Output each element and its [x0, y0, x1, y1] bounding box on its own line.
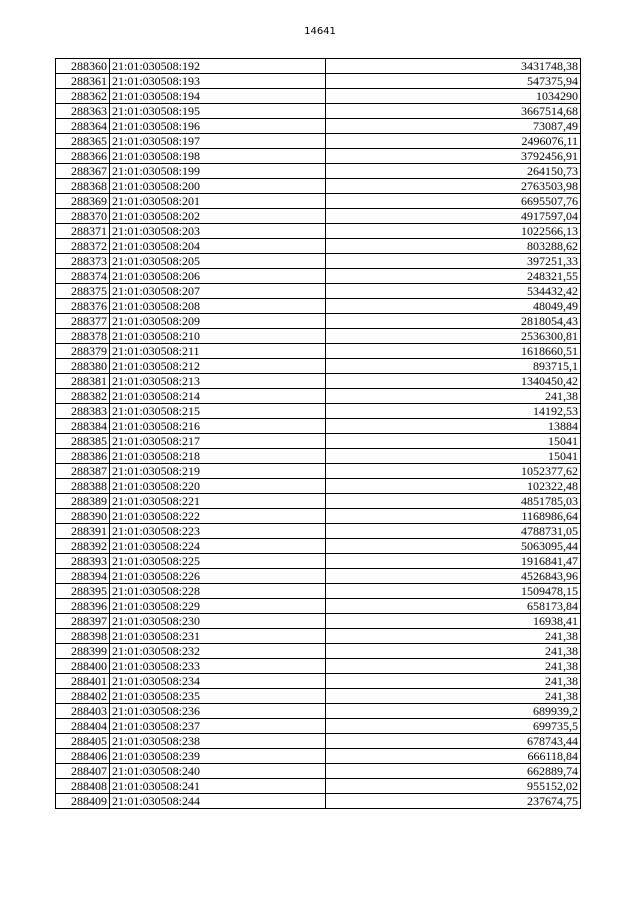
cadastral-value-cell: 4526843,96: [326, 569, 581, 584]
cadastral-number-cell: 21:01:030508:222: [110, 509, 326, 524]
row-number-cell: 288385: [56, 434, 110, 449]
table-row: [56, 329, 581, 344]
cadastral-number-cell: 21:01:030508:203: [110, 224, 326, 239]
cadastral-value-cell: 6695507,76: [326, 194, 581, 209]
cadastral-value-cell: 3792456,91: [326, 149, 581, 164]
row-number-cell: 288376: [56, 299, 110, 314]
cadastral-value-cell: 2536300,81: [326, 329, 581, 344]
table-row: [56, 569, 581, 584]
cadastral-number-cell: 21:01:030508:207: [110, 284, 326, 299]
cadastral-value-cell: 16938,41: [326, 614, 581, 629]
cadastral-value-cell: 237674,75: [326, 794, 581, 809]
cadastral-value-cell: 1168986,64: [326, 509, 581, 524]
table-row: [56, 419, 581, 434]
row-number-cell: 288375: [56, 284, 110, 299]
cadastral-value-cell: 662889,74: [326, 764, 581, 779]
row-number-cell: 288377: [56, 314, 110, 329]
table-row: [56, 554, 581, 569]
cadastral-value-cell: 1022566,13: [326, 224, 581, 239]
cadastral-value-cell: 4788731,05: [326, 524, 581, 539]
cadastral-value-cell: 14192,53: [326, 404, 581, 419]
cadastral-number-cell: 21:01:030508:233: [110, 659, 326, 674]
table-row: [56, 509, 581, 524]
row-number-cell: 288383: [56, 404, 110, 419]
cadastral-value-cell: 248321,55: [326, 269, 581, 284]
cadastral-value-cell: 3431748,38: [326, 59, 581, 74]
table-row: [56, 119, 581, 134]
cadastral-number-cell: 21:01:030508:244: [110, 794, 326, 809]
row-number-cell: 288393: [56, 554, 110, 569]
cadastral-number-cell: 21:01:030508:212: [110, 359, 326, 374]
row-number-cell: 288401: [56, 674, 110, 689]
cadastral-value-cell: 241,38: [326, 674, 581, 689]
cadastral-number-cell: 21:01:030508:196: [110, 119, 326, 134]
row-number-cell: 288398: [56, 629, 110, 644]
cadastral-number-cell: 21:01:030508:220: [110, 479, 326, 494]
cadastral-value-cell: 1340450,42: [326, 374, 581, 389]
table-row: [56, 299, 581, 314]
cadastral-value-cell: 547375,94: [326, 74, 581, 89]
cadastral-value-cell: 1034290: [326, 89, 581, 104]
cadastral-number-cell: 21:01:030508:211: [110, 344, 326, 359]
cadastral-number-cell: 21:01:030508:213: [110, 374, 326, 389]
cadastral-value-cell: 666118,84: [326, 749, 581, 764]
row-number-cell: 288394: [56, 569, 110, 584]
cadastral-number-cell: 21:01:030508:235: [110, 689, 326, 704]
table-row: [56, 149, 581, 164]
cadastral-number-cell: 21:01:030508:210: [110, 329, 326, 344]
cadastral-value-cell: 102322,48: [326, 479, 581, 494]
cadastral-number-cell: 21:01:030508:226: [110, 569, 326, 584]
row-number-cell: 288402: [56, 689, 110, 704]
table-row: [56, 689, 581, 704]
row-number-cell: 288388: [56, 479, 110, 494]
cadastral-number-cell: 21:01:030508:195: [110, 104, 326, 119]
cadastral-number-cell: 21:01:030508:206: [110, 269, 326, 284]
cadastral-value-cell: 955152,02: [326, 779, 581, 794]
cadastral-number-cell: 21:01:030508:205: [110, 254, 326, 269]
row-number-cell: 288362: [56, 89, 110, 104]
cadastral-number-cell: 21:01:030508:234: [110, 674, 326, 689]
row-number-cell: 288363: [56, 104, 110, 119]
row-number-cell: 288364: [56, 119, 110, 134]
table-row: [56, 629, 581, 644]
cadastral-value-cell: 3667514,68: [326, 104, 581, 119]
row-number-cell: 288391: [56, 524, 110, 539]
table-row: [56, 104, 581, 119]
table-row: [56, 284, 581, 299]
table-row: [56, 764, 581, 779]
table-row: [56, 479, 581, 494]
cadastral-number-cell: 21:01:030508:238: [110, 734, 326, 749]
row-number-cell: 288360: [56, 59, 110, 74]
cadastral-value-cell: 699735,5: [326, 719, 581, 734]
cadastral-number-cell: 21:01:030508:224: [110, 539, 326, 554]
row-number-cell: 288389: [56, 494, 110, 509]
row-number-cell: 288366: [56, 149, 110, 164]
row-number-cell: 288384: [56, 419, 110, 434]
cadastral-number-cell: 21:01:030508:209: [110, 314, 326, 329]
row-number-cell: 288404: [56, 719, 110, 734]
table-row: [56, 779, 581, 794]
cadastral-value-cell: 1052377,62: [326, 464, 581, 479]
row-number-cell: 288407: [56, 764, 110, 779]
cadastral-value-cell: 689939,2: [326, 704, 581, 719]
row-number-cell: 288399: [56, 644, 110, 659]
cadastral-value-cell: 241,38: [326, 644, 581, 659]
table-row: [56, 179, 581, 194]
row-number-cell: 288379: [56, 344, 110, 359]
cadastral-value-cell: 4917597,04: [326, 209, 581, 224]
cadastral-value-cell: 73087,49: [326, 119, 581, 134]
cadastral-value-cell: 1618660,51: [326, 344, 581, 359]
cadastral-value-cell: 2496076,11: [326, 134, 581, 149]
table-row: [56, 404, 581, 419]
cadastral-number-cell: 21:01:030508:223: [110, 524, 326, 539]
cadastral-number-cell: 21:01:030508:239: [110, 749, 326, 764]
table-row: [56, 254, 581, 269]
row-number-cell: 288405: [56, 734, 110, 749]
cadastral-number-cell: 21:01:030508:215: [110, 404, 326, 419]
cadastral-number-cell: 21:01:030508:214: [110, 389, 326, 404]
row-number-cell: 288367: [56, 164, 110, 179]
cadastral-value-cell: 15041: [326, 434, 581, 449]
row-number-cell: 288406: [56, 749, 110, 764]
cadastral-number-cell: 21:01:030508:236: [110, 704, 326, 719]
table-row: [56, 614, 581, 629]
cadastral-number-cell: 21:01:030508:231: [110, 629, 326, 644]
cadastral-number-cell: 21:01:030508:219: [110, 464, 326, 479]
table-row: [56, 794, 581, 809]
row-number-cell: 288365: [56, 134, 110, 149]
cadastral-value-cell: 5063095,44: [326, 539, 581, 554]
cadastral-number-cell: 21:01:030508:199: [110, 164, 326, 179]
cadastral-value-cell: 15041: [326, 449, 581, 464]
table-row: [56, 344, 581, 359]
table-row: [56, 464, 581, 479]
table-row: [56, 89, 581, 104]
cadastral-number-cell: 21:01:030508:225: [110, 554, 326, 569]
table-row: [56, 449, 581, 464]
cadastral-number-cell: 21:01:030508:217: [110, 434, 326, 449]
table-row: [56, 134, 581, 149]
table-row: [56, 434, 581, 449]
cadastral-number-cell: 21:01:030508:229: [110, 599, 326, 614]
table-row: [56, 644, 581, 659]
table-row: [56, 704, 581, 719]
cadastral-value-cell: 48049,49: [326, 299, 581, 314]
cadastral-value-cell: 264150,73: [326, 164, 581, 179]
cadastral-number-cell: 21:01:030508:232: [110, 644, 326, 659]
cadastral-number-cell: 21:01:030508:241: [110, 779, 326, 794]
cadastral-number-cell: 21:01:030508:201: [110, 194, 326, 209]
cadastral-value-cell: 658173,84: [326, 599, 581, 614]
table-row: [56, 584, 581, 599]
table-row: [56, 239, 581, 254]
table-row: [56, 194, 581, 209]
row-number-cell: 288369: [56, 194, 110, 209]
table-row: [56, 659, 581, 674]
row-number-cell: 288372: [56, 239, 110, 254]
cadastral-value-cell: 13884: [326, 419, 581, 434]
table-row: [56, 524, 581, 539]
table-row: [56, 209, 581, 224]
table-row: [56, 74, 581, 89]
table-row: [56, 599, 581, 614]
table-row: [56, 359, 581, 374]
row-number-cell: 288374: [56, 269, 110, 284]
cadastral-number-cell: 21:01:030508:216: [110, 419, 326, 434]
table-row: [56, 734, 581, 749]
row-number-cell: 288395: [56, 584, 110, 599]
row-number-cell: 288409: [56, 794, 110, 809]
cadastral-value-cell: 1916841,47: [326, 554, 581, 569]
cadastral-number-cell: 21:01:030508:218: [110, 449, 326, 464]
table-row: [56, 269, 581, 284]
row-number-cell: 288371: [56, 224, 110, 239]
row-number-cell: 288378: [56, 329, 110, 344]
row-number-cell: 288381: [56, 374, 110, 389]
table-row: [56, 719, 581, 734]
row-number-cell: 288390: [56, 509, 110, 524]
cadastral-number-cell: 21:01:030508:204: [110, 239, 326, 254]
cadastral-number-cell: 21:01:030508:221: [110, 494, 326, 509]
table-body: [56, 59, 581, 809]
row-number-cell: 288382: [56, 389, 110, 404]
cadastral-number-cell: 21:01:030508:192: [110, 59, 326, 74]
cadastral-value-cell: 241,38: [326, 629, 581, 644]
row-number-cell: 288387: [56, 464, 110, 479]
row-number-cell: 288408: [56, 779, 110, 794]
row-number-cell: 288397: [56, 614, 110, 629]
cadastral-number-cell: 21:01:030508:237: [110, 719, 326, 734]
cadastral-number-cell: 21:01:030508:228: [110, 584, 326, 599]
table-row: [56, 674, 581, 689]
row-number-cell: 288373: [56, 254, 110, 269]
cadastral-value-cell: 241,38: [326, 659, 581, 674]
row-number-cell: 288380: [56, 359, 110, 374]
page-number: 14641: [304, 26, 336, 37]
cadastral-number-cell: 21:01:030508:230: [110, 614, 326, 629]
table-row: [56, 374, 581, 389]
cadastral-number-cell: 21:01:030508:240: [110, 764, 326, 779]
cadastral-value-cell: 4851785,03: [326, 494, 581, 509]
row-number-cell: 288370: [56, 209, 110, 224]
table-row: [56, 314, 581, 329]
cadastral-value-cell: 241,38: [326, 389, 581, 404]
row-number-cell: 288392: [56, 539, 110, 554]
row-number-cell: 288386: [56, 449, 110, 464]
cadastral-number-cell: 21:01:030508:194: [110, 89, 326, 104]
cadastral-value-cell: 678743,44: [326, 734, 581, 749]
row-number-cell: 288361: [56, 74, 110, 89]
cadastral-value-table: [55, 58, 581, 809]
cadastral-number-cell: 21:01:030508:202: [110, 209, 326, 224]
table-row: [56, 224, 581, 239]
cadastral-number-cell: 21:01:030508:197: [110, 134, 326, 149]
table-row: [56, 389, 581, 404]
row-number-cell: 288403: [56, 704, 110, 719]
cadastral-number-cell: 21:01:030508:208: [110, 299, 326, 314]
cadastral-number-cell: 21:01:030508:200: [110, 179, 326, 194]
table-row: [56, 749, 581, 764]
row-number-cell: 288400: [56, 659, 110, 674]
table-row: [56, 494, 581, 509]
table-row: [56, 164, 581, 179]
cadastral-value-cell: 2818054,43: [326, 314, 581, 329]
cadastral-number-cell: 21:01:030508:198: [110, 149, 326, 164]
row-number-cell: 288396: [56, 599, 110, 614]
cadastral-value-cell: 2763503,98: [326, 179, 581, 194]
row-number-cell: 288368: [56, 179, 110, 194]
table-row: [56, 59, 581, 74]
cadastral-value-cell: 803288,62: [326, 239, 581, 254]
cadastral-value-cell: 893715,1: [326, 359, 581, 374]
cadastral-number-cell: 21:01:030508:193: [110, 74, 326, 89]
table-row: [56, 539, 581, 554]
cadastral-value-cell: 241,38: [326, 689, 581, 704]
cadastral-value-cell: 397251,33: [326, 254, 581, 269]
cadastral-value-cell: 1509478,15: [326, 584, 581, 599]
cadastral-value-cell: 534432,42: [326, 284, 581, 299]
